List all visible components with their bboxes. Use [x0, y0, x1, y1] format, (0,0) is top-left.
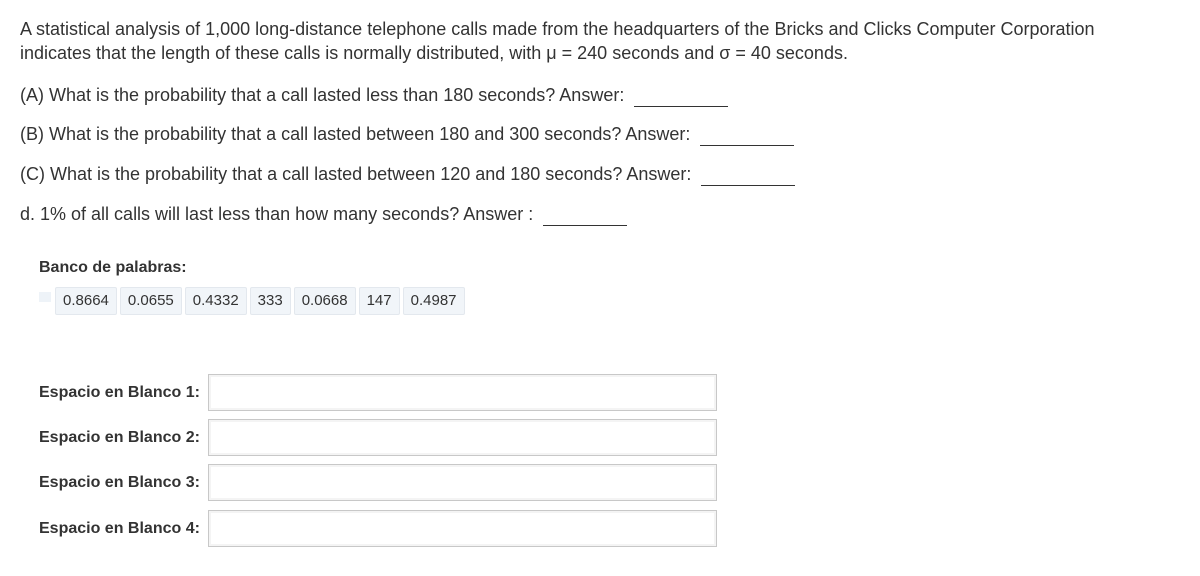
word-bank-chip[interactable]: 0.0655: [120, 287, 182, 315]
word-bank-handle[interactable]: [39, 292, 51, 302]
question-c-text: (C) What is the probability that a call lasted between 120 and 180 seconds? Answer:: [20, 164, 692, 184]
word-bank-title: Banco de palabras:: [39, 259, 187, 276]
question-d: [20, 202, 627, 226]
blank-row-2: [39, 419, 717, 456]
word-bank-chip[interactable]: 0.8664: [55, 287, 117, 315]
blank-row-3: [39, 464, 717, 501]
blank-drop-zone-3[interactable]: [208, 464, 717, 501]
blank-row-1: [39, 374, 717, 411]
word-bank-chip[interactable]: 0.4332: [185, 287, 247, 315]
question-d-text: d. 1% of all calls will last less than how many seconds? Answer :: [20, 204, 534, 224]
blank-label-4: Espacio en Blanco 4:: [39, 519, 200, 537]
answer-line-a: [634, 86, 728, 107]
question-b-text: (B) What is the probability that a call lasted between 180 and 300 seconds? Answer:: [20, 124, 691, 144]
answer-line-c: [701, 165, 795, 186]
word-bank-chip[interactable]: 0.0668: [294, 287, 356, 315]
blank-label-1: Espacio en Blanco 1:: [39, 383, 200, 401]
blank-row-4: [39, 510, 717, 547]
blank-drop-zone-4[interactable]: [208, 510, 717, 547]
problem-statement: A statistical analysis of 1,000 long-distance telephone calls made from the headquarters of the Bricks and Clicks Computer Corporation indicates that the length of these calls is normally distributed, with μ = 240 seconds and σ = 40 seconds.: [20, 19, 1095, 63]
answer-line-d: [543, 205, 627, 226]
word-bank-chip[interactable]: 0.4987: [403, 287, 465, 315]
answer-line-b: [700, 125, 794, 146]
question-a: [20, 83, 728, 107]
blank-drop-zone-1[interactable]: [208, 374, 717, 411]
question-a-text: (A) What is the probability that a call lasted less than 180 seconds? Answer:: [20, 85, 625, 105]
question-c: [20, 162, 795, 186]
word-bank-chip[interactable]: 333: [250, 287, 291, 315]
blank-drop-zone-2[interactable]: [208, 419, 717, 456]
blank-label-2: Espacio en Blanco 2:: [39, 428, 200, 446]
word-bank: [39, 287, 468, 315]
question-b: [20, 122, 794, 146]
blank-label-3: Espacio en Blanco 3:: [39, 473, 200, 491]
word-bank-chip[interactable]: 147: [359, 287, 400, 315]
